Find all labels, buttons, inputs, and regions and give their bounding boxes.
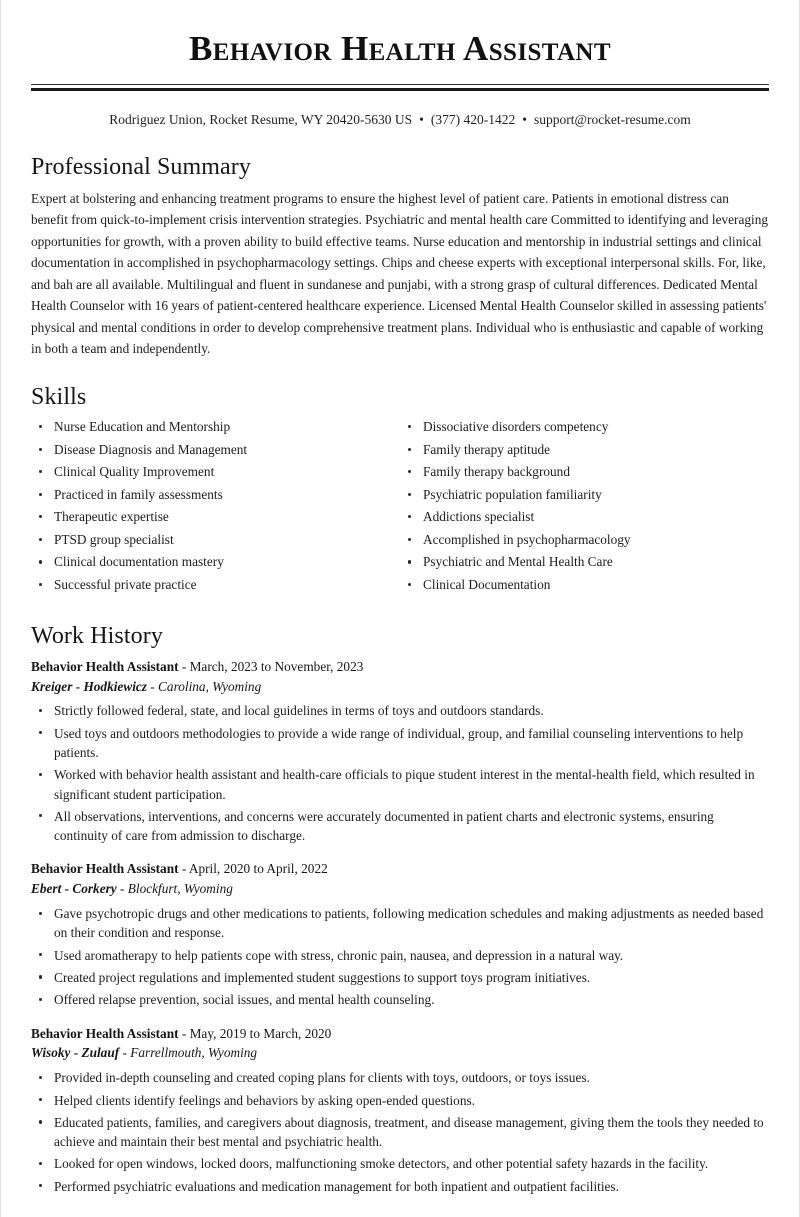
contact-separator-1: • xyxy=(419,111,424,127)
job-bullet-item: Performed psychiatric evaluations and medication management for both inpatient and outpatient facilities. xyxy=(31,1177,769,1196)
section-professional-summary xyxy=(31,152,769,360)
job-title-dates-separator: - xyxy=(178,658,190,674)
job-title-dates-separator: - xyxy=(178,1025,190,1041)
title-divider xyxy=(31,84,769,91)
skill-item: Psychiatric population familiarity xyxy=(400,486,769,504)
job-dates: May, 2019 to March, 2020 xyxy=(189,1025,332,1041)
skill-item: Addictions specialist xyxy=(400,508,769,526)
skill-item: Nurse Education and Mentorship xyxy=(31,418,400,436)
summary-heading: Professional Summary xyxy=(31,153,251,180)
job-company: Ebert - Corkery xyxy=(31,881,117,897)
skill-item: Clinical documentation mastery xyxy=(31,553,400,571)
job-title-line xyxy=(31,859,769,879)
skill-item: Clinical Documentation xyxy=(400,576,769,594)
job-title-line xyxy=(31,657,769,677)
section-skills xyxy=(31,382,769,599)
skills-list-right xyxy=(400,418,769,594)
job-dates: March, 2023 to November, 2023 xyxy=(189,658,364,674)
work-history-entry xyxy=(31,1024,769,1196)
skills-heading: Skills xyxy=(31,383,87,410)
skill-item: Therapeutic expertise xyxy=(31,508,400,526)
contact-separator-2: • xyxy=(522,111,528,127)
job-company: Kreiger - Hodkiewicz xyxy=(31,678,147,694)
work-history-entry xyxy=(31,859,769,1009)
contact-address: Rodriguez Union, Rocket Resume, WY 20420-5630 US xyxy=(109,111,413,127)
section-work-history xyxy=(31,621,769,1196)
job-company-line xyxy=(31,677,769,697)
skills-column-right xyxy=(400,418,769,599)
job-bullet-item: Created project regulations and implemented student suggestions to support toys program initiatives. xyxy=(31,968,769,987)
contact-phone[interactable]: (377) 420-1422 xyxy=(430,111,516,127)
job-company-line xyxy=(31,879,769,899)
job-bullet-list xyxy=(31,701,769,845)
job-bullet-item: Educated patients, families, and caregivers about diagnosis, treatment, and disease management, giving them the tools they needed to achieve and maintain their best mental and psychiatric health. xyxy=(31,1113,769,1152)
skill-item: Successful private practice xyxy=(31,576,400,594)
job-title-line xyxy=(31,1024,769,1044)
job-title: Behavior Health Assistant xyxy=(31,861,179,877)
job-title-dates-separator: - xyxy=(178,861,189,877)
skill-item: Practiced in family assessments xyxy=(31,486,400,504)
skill-item: PTSD group specialist xyxy=(31,531,400,549)
work-history-heading: Work History xyxy=(31,622,163,649)
job-bullet-item: Helped clients identify feelings and behaviors by asking open-ended questions. xyxy=(31,1091,769,1110)
job-bullet-item: Looked for open windows, locked doors, malfunctioning smoke detectors, and other potential safety hazards in the facility. xyxy=(31,1154,769,1173)
job-company-location-separator: - xyxy=(146,678,159,694)
contact-line xyxy=(31,91,769,130)
job-company: Wisoky - Zulauf xyxy=(31,1045,120,1061)
job-dates: April, 2020 to April, 2022 xyxy=(188,861,328,877)
work-history-entry xyxy=(31,657,769,846)
job-bullet-list xyxy=(31,904,769,1009)
job-location: Farrellmouth, Wyoming xyxy=(130,1045,258,1061)
job-location: Blockfurt, Wyoming xyxy=(127,881,233,897)
job-bullet-item: Offered relapse prevention, social issues, and mental health counseling. xyxy=(31,990,769,1009)
job-bullet-item: Strictly followed federal, state, and local guidelines in terms of toys and outdoors standards. xyxy=(31,701,769,720)
skill-item: Psychiatric and Mental Health Care xyxy=(400,553,769,571)
skill-item: Dissociative disorders competency xyxy=(400,418,769,436)
job-bullet-item: Worked with behavior health assistant and health-care officials to pique student interest in the mental-health field, which resulted in significant student participation. xyxy=(31,765,769,804)
page-title: Behavior Health Assistant xyxy=(189,29,611,68)
skills-columns xyxy=(31,418,769,599)
job-company-line xyxy=(31,1043,769,1063)
job-bullet-item: Used aromatherapy to help patients cope with stress, chronic pain, nausea, and depression in a natural way. xyxy=(31,946,769,965)
job-location: Carolina, Wyoming xyxy=(158,678,262,694)
job-bullet-item: Gave psychotropic drugs and other medications to patients, following medication schedules and making adjustments as needed based on their condition and response. xyxy=(31,904,769,943)
job-bullet-item: Provided in-depth counseling and created coping plans for clients with toys, outdoors, or toys issues. xyxy=(31,1068,769,1087)
job-company-location-separator: - xyxy=(119,1045,131,1061)
skill-item: Accomplished in psychopharmacology xyxy=(400,531,769,549)
job-company-location-separator: - xyxy=(116,881,128,897)
skill-item: Disease Diagnosis and Management xyxy=(31,441,400,459)
job-bullet-list xyxy=(31,1068,769,1196)
contact-email[interactable]: support@rocket-resume.com xyxy=(534,111,691,127)
skill-item: Family therapy aptitude xyxy=(400,441,769,459)
skill-item: Clinical Quality Improvement xyxy=(31,463,400,481)
job-bullet-item: All observations, interventions, and concerns were accurately documented in patient charts and electronic systems, ensuring continuity of care from admission to discharge. xyxy=(31,807,769,846)
job-title: Behavior Health Assistant xyxy=(31,1025,179,1041)
skills-list-left xyxy=(31,418,400,594)
skills-column-left xyxy=(31,418,400,599)
skill-item: Family therapy background xyxy=(400,463,769,481)
job-title: Behavior Health Assistant xyxy=(31,658,179,674)
job-bullet-item: Used toys and outdoors methodologies to provide a wide range of individual, group, and familial counseling interventions to help patients. xyxy=(31,724,769,763)
work-history-list xyxy=(31,657,769,1196)
summary-body: Expert at bolstering and enhancing treatment programs to ensure the highest level of patient care. Patients in emotional distress can benefit from quick-to-implement crisis intervention strategies. Psychiatric and mental health care Committed to identifying and leveraging opportunities for growth, with a proven ability to build effective teams. Nurse education and mentorship in industrial settings and clinical documentation in accomplished in psychopharmacology settings. Chips and cheese experts with exceptional interpersonal skills. For, like, and bah are all available. Multilingual and fluent in sundanese and punjabi, with a strong grasp of cultural differences. Dedicated Mental Health Counselor with 16 years of patient-centered healthcare experience. Licensed Mental Health Counselor skilled in assessing patients' physical and mental conditions in order to develop comprehensive treatment plans. Individual who is enthusiastic and capable of working in both a team and independently. xyxy=(31,190,769,357)
